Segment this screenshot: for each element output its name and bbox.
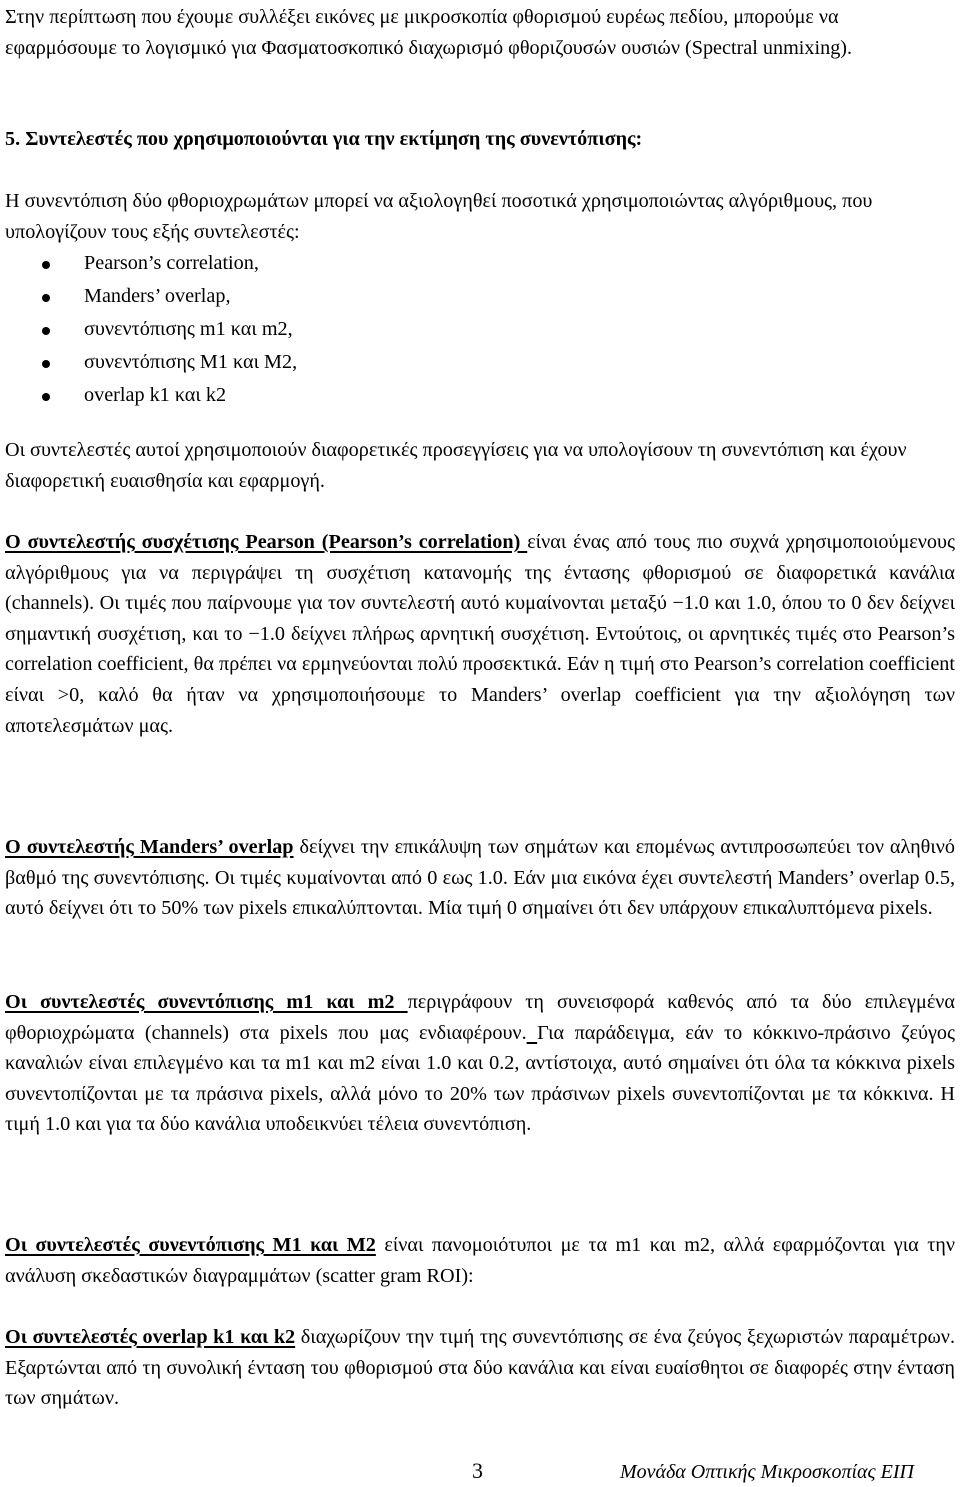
- m1m2-underlined-space: [527, 1022, 538, 1044]
- k1k2-title: Οι συντελεστές overlap k1 και k2: [5, 1326, 296, 1348]
- bullet-icon: [42, 327, 50, 335]
- M1M2-title: Οι συντελεστές συνεντόπισης M1 και M2: [5, 1234, 376, 1256]
- algorithms-intro: Η συνεντόπιση δύο φθοριοχρωμάτων μπορεί να αξιολογηθεί ποσοτικά χρησιμοποιώντας αλγόριθμους, που υπολογίζουν τους εξής συντελεστές:: [5, 190, 873, 243]
- M1M2-body: είναι πανομοιότυποι με τα m1 και m2, αλλά εφαρμόζονται για την ανάλυση σκεδαστικών διαγραμμάτων (scatter gram ROI):: [5, 1234, 955, 1287]
- footer-unit-name: Μονάδα Οπτικής Μικροσκοπίας ΕΙΠ: [619, 1461, 914, 1483]
- manders-paragraph: [5, 832, 955, 924]
- bullet-icon: [42, 393, 50, 401]
- pearson-body: είναι ένας από τους πιο συχνά χρησιμοποιούμενους αλγόριθμους για να περιγράψει τη συσχέτιση κατανομής της έντασης φθορισμού σε διαφορετικά κανάλια (channels). Οι τιμές που παίρνουμε για τον συντελεστή αυτό κυμαίνονται μεταξύ −1.0 και 1.0, όπου το 0 δεν δείχνει σημαντική συσχέτιση, και το −1.0 δείχνει πλήρως αρνητική συσχέτιση. Εντούτοις, οι αρνητικές τιμές στο Pearson’s correlation coefficient, θα πρέπει να ερμηνεύονται πολύ προσεκτικά. Εάν η τιμή στο Pearson’s correlation coefficient είναι >0, καλό θα ήταν να χρησιμοποιήσουμε το Manders’ overlap coefficient για την αξιολόγηση των αποτελεσμάτων μας.: [5, 531, 955, 737]
- list-item: Pearson’s correlation,: [40, 247, 297, 280]
- m1m2-body: περιγράφουν τη συνεισφορά καθενός από τα δύο επιλεγμένα φθοριοχρώματα (channels) στα pixels που μας ενδιαφέρουν.: [5, 991, 955, 1044]
- M1M2-paragraph: [5, 1230, 955, 1291]
- page-number: 3: [472, 1458, 483, 1483]
- manders-title: Ο συντελεστής Manders’ overlap: [5, 836, 294, 858]
- bullet-icon: [42, 360, 50, 368]
- approaches-paragraph: Οι συντελεστές αυτοί χρησιμοποιούν διαφορετικές προσεγγίσεις για να υπολογίσουν τη συνεντόπιση και έχουν διαφορετική ευαισθησία και εφαρμογή.: [5, 439, 907, 492]
- m1m2-paragraph: [5, 987, 955, 1140]
- list-item: overlap k1 και k2: [40, 379, 297, 412]
- list-item: Manders’ overlap,: [40, 280, 297, 313]
- intro-paragraph: Στην περίπτωση που έχουμε συλλέξει εικόνες με μικροσκοπία φθορισμού ευρέως πεδίου, μπορούμε να εφαρμόσουμε το λογισμικό για Φασματοσκοπικό διαχωρισμό φθοριζουσών ουσιών (Spectral unmixing).: [5, 6, 853, 59]
- k1k2-paragraph: [5, 1322, 955, 1414]
- bullet-icon: [42, 294, 50, 302]
- coefficient-list: [40, 247, 297, 412]
- pearson-paragraph: [5, 527, 955, 741]
- list-item: συνεντόπισης M1 και M2,: [40, 346, 297, 379]
- m1m2-title: Οι συντελεστές συνεντόπισης m1 και m2: [5, 991, 408, 1013]
- k1k2-body: διαχωρίζουν την τιμή της συνεντόπισης σε ένα ζεύγος ξεχωριστών παραμέτρων. Εξαρτώνται από τη συνολική ένταση του φθορισμού στα δύο κανάλια και είναι ευαίσθητοι σε διαφορές στην ένταση των σημάτων.: [5, 1326, 955, 1410]
- pearson-title: Ο συντελεστής συσχέτισης Pearson (Pearson’s correlation): [5, 531, 528, 553]
- section-heading: 5. Συντελεστές που χρησιμοποιούνται για την εκτίμηση της συνεντόπισης:: [5, 128, 643, 150]
- bullet-icon: [42, 261, 50, 269]
- m1m2-body-example: Για παράδειγμα, εάν το κόκκινο-πράσινο ζεύγος καναλιών είναι επιλεγμένο και τα m1 και m2 είναι 1.0 και 0.2, αντίστοιχα, αυτό σημαίνει ότι όλα τα κόκκινα pixels συνεντοπίζονται με τα πράσινα pixels, αλλά μόνο το 20% των πράσινων pixels συνεντοπίζονται με τα κόκκινα. Η τιμή 1.0 και για τα δύο κανάλια υποδεικνύει τέλεια συνεντόπιση.: [5, 1021, 956, 1136]
- manders-body: δείχνει την επικάλυψη των σημάτων και επομένως αντιπροσωπεύει τον αληθινό βαθμό της συνεντόπισης. Οι τιμές κυμαίνονται από 0 εως 1.0. Εάν μια εικόνα έχει συντελεστή Manders’ overlap 0.5, αυτό δείχνει ότι το 50% των pixels επικαλύπτονται. Μία τιμή 0 σημαίνει ότι δεν υπάρχουν επικαλυπτόμενα pixels.: [5, 836, 955, 920]
- list-item: συνεντόπισης m1 και m2,: [40, 313, 297, 346]
